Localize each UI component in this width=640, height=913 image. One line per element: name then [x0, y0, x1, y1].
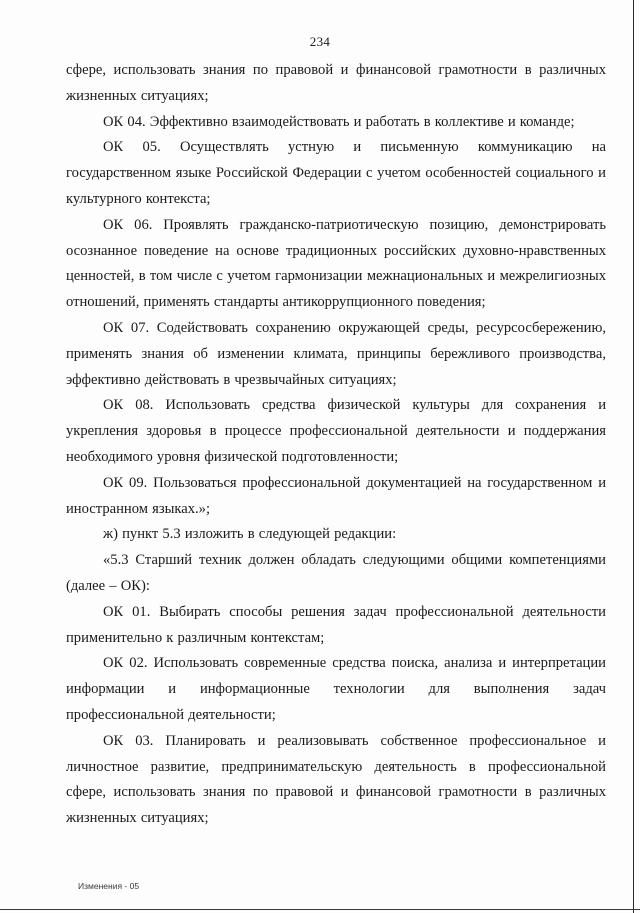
paragraph: ОК 02. Использовать современные средства поиска, анализа и интерпретации информации и информационные технологии для выполнения задач профессиональной деятельности; [66, 655, 606, 723]
scan-edge-right [633, 0, 634, 913]
paragraph: ж) пункт 5.3 изложить в следующей редакции: [103, 526, 397, 543]
page-number: 234 [309, 34, 331, 49]
scan-edge-bottom [0, 909, 640, 910]
paragraph: ОК 06. Проявлять гражданско-патриотическую позицию, демонстрировать осознанное поведение на основе традиционных российских духовно-нравственных ценностей, в том числе с учетом гармонизации межнациональных и межрелигиозных отношений, применять стандарты антикоррупционного поведения; [66, 216, 606, 311]
revision-footer: Изменения - 05 [78, 881, 140, 891]
document-body [66, 58, 606, 832]
paragraph: ОК 01. Выбирать способы решения задач профессиональной деятельности применительно к различным контекстам; [66, 603, 606, 646]
paragraph: ОК 09. Пользоваться профессиональной документацией на государственном и иностранном языках.»; [66, 474, 606, 517]
paragraph: ОК 03. Планировать и реализовывать собственное профессиональное и личностное развитие, предпринимательскую деятельность в профессиональной сфере, использовать знания по правовой и финансовой грамотности в различных жизненных ситуациях; [66, 732, 606, 827]
paragraph: сфере, использовать знания по правовой и финансовой грамотности в различных жизненных ситуациях; [66, 62, 606, 104]
paragraph: «5.3 Старший техник должен обладать следующими общими компетенциями (далее – ОК): [66, 552, 606, 594]
paragraph: ОК 04. Эффективно взаимодействовать и работать в коллективе и команде; [103, 113, 575, 130]
paragraph: ОК 07. Содействовать сохранению окружающей среды, ресурсосбережению, применять знания об изменении климата, принципы бережливого производства, эффективно действовать в чрезвычайных ситуациях; [66, 319, 606, 388]
paragraph: ОК 05. Осуществлять устную и письменную коммуникацию на государственном языке Российской Федерации с учетом особенностей социального и культурного контекста; [66, 139, 606, 207]
paragraph: ОК 08. Использовать средства физической культуры для сохранения и укрепления здоровья в процессе профессиональной деятельности и поддержания необходимого уровня физической подготовленности; [66, 397, 606, 465]
